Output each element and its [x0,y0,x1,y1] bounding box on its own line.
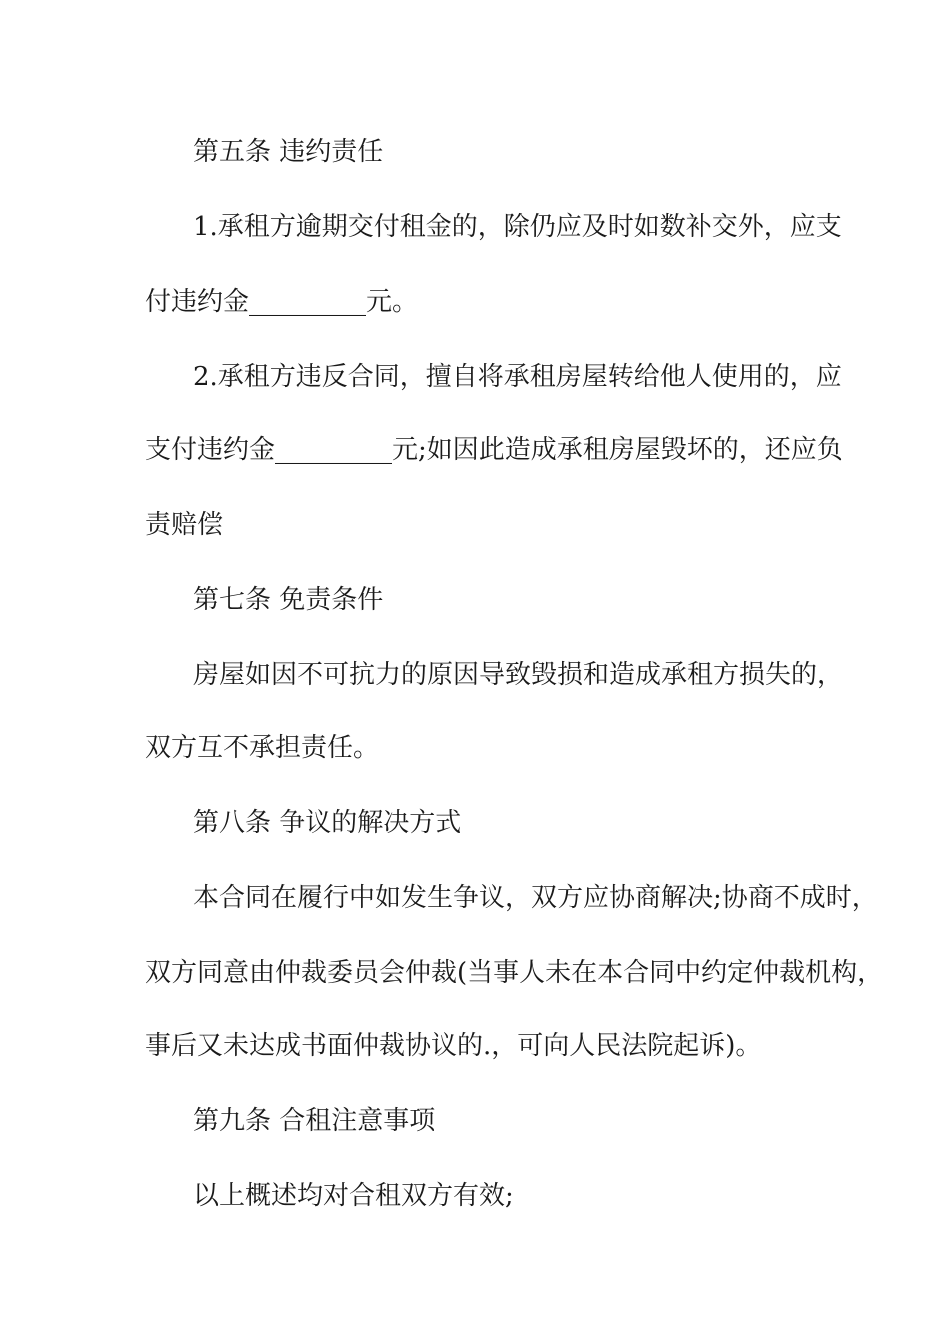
article-5-heading: 第五条 违约责任 [193,137,384,167]
paragraph-line: 双方互不承担责任。 [145,733,380,763]
paragraph-line: 1.承租方逾期交付租金的，除仍应及时如数补交外，应支 [193,212,842,242]
paragraph-line: 支付违约金_________元;如因此造成承租房屋毁坏的，还应负 [145,435,843,465]
paragraph-line: 房屋如因不可抗力的原因导致毁损和造成承租方损失的， [193,660,844,690]
paragraph-line: 2.承租方违反合同，擅自将承租房屋转给他人使用的，应 [193,362,842,392]
article-9-heading: 第九条 合租注意事项 [193,1106,436,1136]
article-7-heading: 第七条 免责条件 [193,585,384,615]
paragraph-line: 双方同意由仲裁委员会仲裁(当事人未在本合同中约定仲裁机构， [145,958,884,988]
paragraph-line: 事后又未达成书面仲裁协议的.，可向人民法院起诉)。 [145,1031,762,1061]
paragraph-line: 责赔偿 [145,510,224,540]
paragraph-line: 以上概述均对合租双方有效; [193,1181,514,1211]
paragraph-line: 本合同在履行中如发生争议，双方应协商解决;协商不成时， [193,883,878,913]
article-8-heading: 第八条 争议的解决方式 [193,808,462,838]
paragraph-line: 付违约金_________元。 [145,287,419,317]
